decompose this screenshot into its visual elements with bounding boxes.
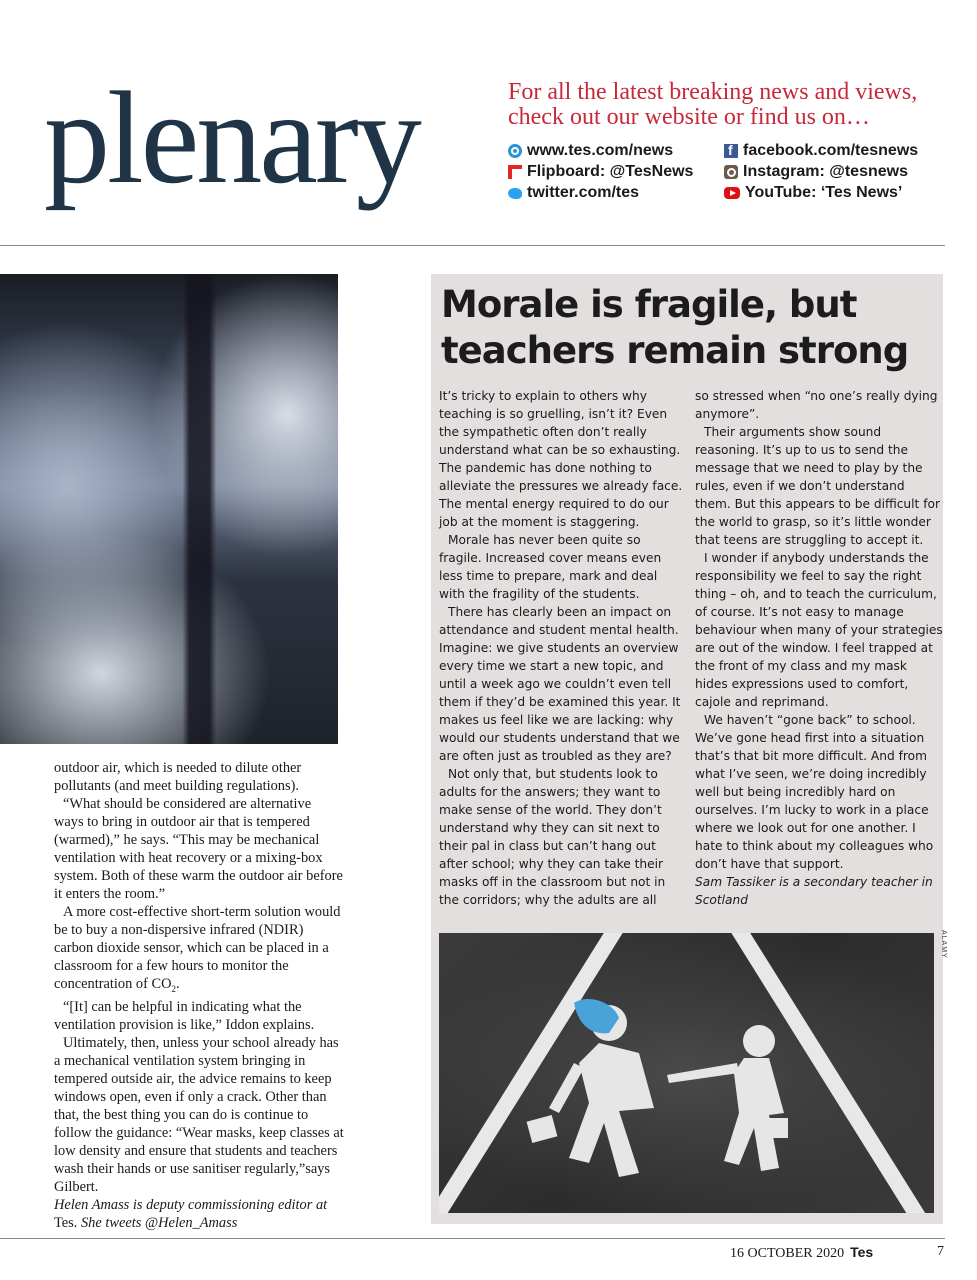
link-label: Flipboard: @TesNews <box>527 163 694 180</box>
link-twitter[interactable] <box>508 184 639 202</box>
left-byline <box>54 1196 344 1232</box>
left-paragraph-text: A more cost-effective short-term solution would be to buy a non-dispersive infrared (NDIR) carbon dioxide sensor, which can be placed in a classroom for a few hours to monitor the concentration of CO <box>54 904 341 992</box>
link-website[interactable] <box>508 142 673 160</box>
web-icon <box>508 144 522 158</box>
left-paragraph: outdoor air, which is needed to dilute other pollutants (and meet building regulations). <box>54 760 302 794</box>
flipboard-icon <box>508 165 522 179</box>
byline-part: Tes. <box>54 1214 78 1231</box>
link-facebook[interactable] <box>724 142 918 160</box>
left-paragraph: “What should be considered are alternative ways to bring in outdoor air that is tempered (warmed),” he says. “This may be mechanical ventilation with heat recovery or a mixing-box system. Both of these warm the outdoor air before it enters the room.” <box>54 796 343 902</box>
column-paragraph: There has clearly been an impact on attendance and student mental health. Imagine: we give students an overview every time we start a new topic, and until a week ago we couldn’t even tell them if they’d be examined this year. It makes us feel like we are lacking: why would our students understand that we are often just as troubled as they are? <box>439 605 681 763</box>
folio <box>730 1244 873 1262</box>
column-paragraph: so stressed when “no one’s really dying anymore”. <box>695 389 938 421</box>
promo-block <box>508 79 958 201</box>
header-rule <box>0 245 945 246</box>
article-column-2 <box>695 387 943 909</box>
page-number: 7 <box>937 1244 944 1259</box>
link-label: twitter.com/tes <box>527 184 640 201</box>
school-children-marking <box>439 933 934 1213</box>
link-label: YouTube: ‘Tes News’ <box>745 184 903 201</box>
promo-line-2: check out our website or find us on… <box>508 104 870 130</box>
footer-rule <box>0 1238 945 1239</box>
window-blinds-photo <box>0 274 338 744</box>
masthead-title: plenary <box>44 64 419 211</box>
subscript-2: 2 <box>171 983 176 994</box>
left-paragraph: “[It] can be helpful in indicating what the ventilation provision is like,” Iddon explains. <box>54 998 315 1033</box>
youtube-icon <box>724 187 740 199</box>
link-label: facebook.com/tesnews <box>743 142 919 159</box>
byline-part: She tweets @Helen_Amass <box>80 1214 238 1231</box>
brand-name: Tes <box>850 1244 874 1260</box>
left-paragraph <box>54 903 344 998</box>
issue-date: 16 OCTOBER 2020 <box>730 1246 845 1261</box>
twitter-icon <box>508 188 522 199</box>
link-label: www.tes.com/news <box>527 142 674 159</box>
column-paragraph: It’s tricky to explain to others why teaching is so gruelling, isn’t it? Even the sympathetic often don’t really understand what can be so exhausting. The pandemic has done nothing to alleviate the pressures we already face. The mental energy required to do our job at the moment is staggering. <box>439 389 683 529</box>
column-paragraph: Morale has never been quite so fragile. Increased cover means even less time to prepare, mark and deal with the fragility of the students. <box>439 533 662 601</box>
column-paragraph: Not only that, but students look to adults for the answers; they want to make sense of the world. They don’t understand why they can sit next to their pal in class but can’t hang out after school; why they can take their masks off in the classroom but not in the corridors; why the adults are all <box>439 767 666 907</box>
link-flipboard[interactable] <box>508 163 693 181</box>
road-marking-photo <box>439 933 934 1213</box>
left-paragraph: Ultimately, then, unless your school already has a mechanical ventilation system bringing in tempered outside air, the advice remains to keep windows open, even if only a crack. Other than that, the best thing you can do is continue to follow the guidance: “Wear masks, keep classes at low density and ensure that students and teachers wash their hands or use sanitiser regularly,”says Gilbert. <box>54 1034 344 1195</box>
facebook-icon <box>724 144 738 158</box>
link-instagram[interactable] <box>724 163 908 181</box>
social-links <box>508 142 958 212</box>
column-paragraph: We haven’t “gone back” to school. We’ve gone head first into a situation that’s that bit more difficult. And from what I’ve seen, we’re doing incredibly well but being incredibly hard on ourselves. I’m lucky to work in a place where we look out for one another. I hate to think about my colleagues who don’t have that support. <box>695 713 934 871</box>
link-youtube[interactable] <box>724 184 902 202</box>
article-headline: Morale is fragile, but teachers remain strong <box>441 283 909 372</box>
article-byline: Sam Tassiker is a secondary teacher in Scotland <box>695 875 933 907</box>
instagram-icon <box>724 165 738 179</box>
byline-part: Helen Amass is deputy commissioning editor at <box>54 1196 328 1213</box>
left-article-body <box>54 759 344 1232</box>
link-label: Instagram: @tesnews <box>743 163 908 180</box>
photo-credit: ALAMY <box>940 930 947 959</box>
column-paragraph: I wonder if anybody understands the responsibility we feel to say the right thing – oh, and to teach the curriculum, of course. It’s not easy to manage behaviour when many of your strategies are out of the window. I feel trapped at the front of my class and my mask hides expressions used to comfort, cajole and reprimand. <box>695 551 943 709</box>
article-column-1 <box>439 387 687 909</box>
left-paragraph-end: . <box>176 976 180 992</box>
promo-line-1: For all the latest breaking news and views, <box>508 79 918 105</box>
column-paragraph: Their arguments show sound reasoning. It’s up to us to send the message that we need to play by the rules, even if we don’t understand them. But this appears to be difficult for the world to grasp, so it’s little wonder that teens are struggling to accept it. <box>695 425 940 547</box>
